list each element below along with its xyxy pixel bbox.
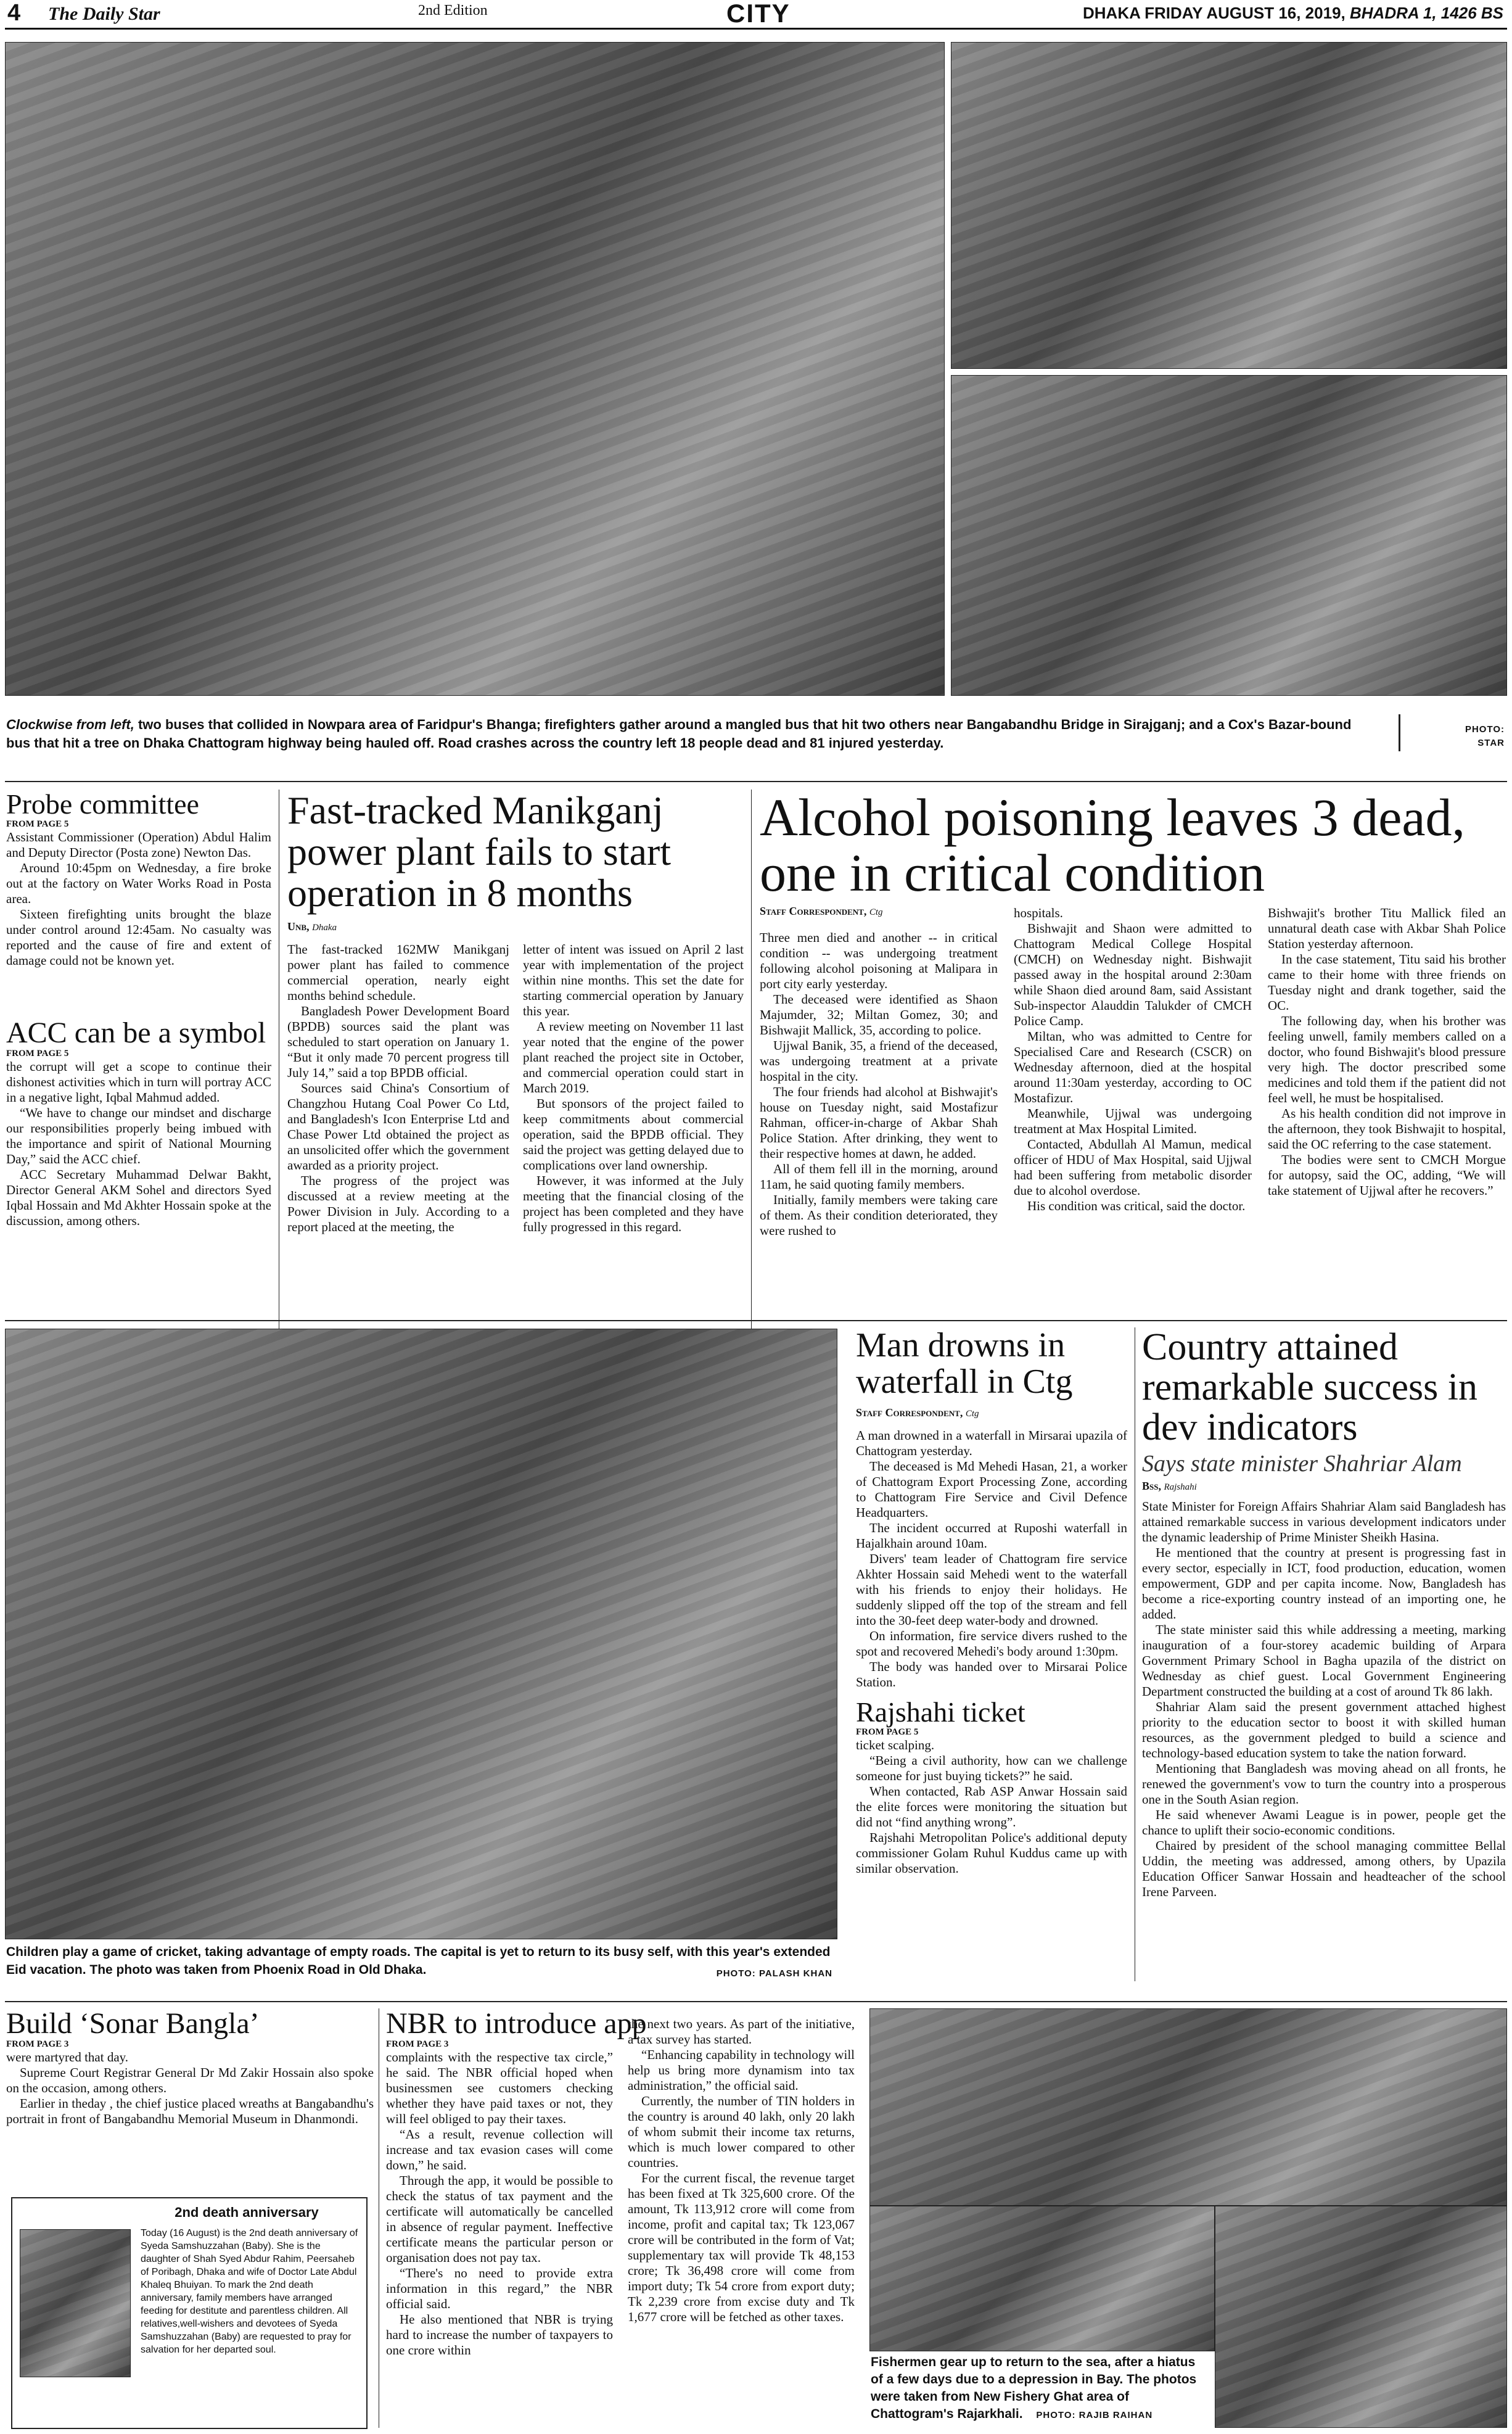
from-page: FROM PAGE 3 bbox=[6, 2039, 69, 2050]
fishing-boats-photo bbox=[869, 2008, 1507, 2206]
from-page: FROM PAGE 5 bbox=[6, 819, 69, 830]
edition: 2nd Edition bbox=[418, 2, 488, 19]
top-photo-credit: PHOTO: STAR bbox=[1465, 724, 1505, 748]
article-column: The fast-tracked 162MW Manikganj power plant has failed to commence commercial operation, nearly eight months behind schedule. Bangladesh Power Development Board (BPDB) sources said the plant was scheduled to start operation on January 1. “But it only made 70 percent progress till July 14,” said a top BPDB official. Sources said China's Consortium of Changzhou Hutang Coal Power Co Ltd, and Bangladesh's Icon Enterprise Ltd and Chase Power Ltd obtained the project as an unsolicited offer which the government awarded as a priority project. The progress of the project was discussed at a review meeting at the Power Division in July. According to a report placed at the meeting, the bbox=[287, 941, 509, 1234]
article-column: the next two years. As part of the initiative, a tax survey has started. “Enhancing capability in technology will help us bring more dynamism into tax administration,” the official said. Currently, the number of TIN holders in the country is around 40 lakh, only 20 lakh of whom submit their income tax returns, which is much lower compared to other countries. For the current fiscal, the revenue target has been fixed at Tk 325,600 crore. Of the amount, Tk 113,912 crore will come from income, profit and capital tax; Tk 123,067 crore will be contributed in the form of Vat; supplementary tax will provide Tk 48,153 crore; Tk 36,498 crore will come from import duty; Tk 54 crore from export duty; Tk 2,239 crore from excise duty and Tk 1,677 crore will be fetched as other taxes. bbox=[628, 2016, 855, 2325]
article-column: letter of intent was issued on April 2 last year with implementation of the project within nine months. This set the date for starting commercial operation by January this year. A review meeting on November 11 last year noted that the engine of the power plant reached the project site in October, and commercial operation could start in March 2019. But sponsors of the project failed to keep commitments about commercial operation, said the BPDB official. They said the project was getting delayed due to complications over land ownership. However, it was informed at the July meeting that the financial closing of the project has been completed and they have fully progressed in this regard. bbox=[523, 941, 744, 1234]
byline: Bss, Rajshahi bbox=[1142, 1480, 1197, 1493]
nbr-app-article bbox=[386, 2008, 855, 2358]
page-number: 4 bbox=[7, 0, 21, 26]
cricket-photo-caption: Children play a game of cricket, taking advantage of empty roads. The capital is yet to return to its busy self, with this year's extended Eid vacation. The photo was taken from Phoenix Road in Old Dhaka. PHOTO: PALASH KHAN bbox=[6, 1945, 832, 1979]
fishery-ghat-photo bbox=[1215, 2206, 1507, 2428]
article-body: State Minister for Foreign Affairs Shahriar Alam said Bangladesh has attained remarkable success in various development indicators under the dynamic leadership of Prime Minister Sheikh Hasina. He mentioned that the country at present is progressing fast in every sector, especially in ICT, food production, education, women empowerment, GDP and per capita income. Now, Bangladesh has become a rice-exporting country instead of an importing one, he added. The state minister said this while addressing a meeting, marking inauguration of a four-storey academic building of Arpara Government Primary School in Bagha upazila of the district on Wednesday as chief guest. Local Government Engineering Department constructed the building at a cost of around Tk 86 lakh. Shahriar Alam said the present government attached highest priority to the education sector to boost it with skilled human resources, as the government pledged to build a science and technology-based education system to take the nation forward. Mentioning that Bangladesh was moving ahead on all fronts, he renewed the government's vow to turn the country into a prosperous one in the South Asian region. He said whenever Awami League is in power, people get the chance to uplift their socio-economic conditions. Chaired by president of the school managing committee Bellal Uddin, the meeting was addressed, among others, by Upazila Education Officer Sanwar Hossain and headteacher of the school Irene Parveen. bbox=[1142, 1499, 1506, 1900]
portrait-photo bbox=[20, 2229, 131, 2377]
dev-indicators-article bbox=[1142, 1327, 1506, 1900]
from-page: FROM PAGE 3 bbox=[386, 2039, 449, 2050]
bus-hauled-photo bbox=[951, 375, 1507, 696]
article-headline: NBR to introduce app bbox=[386, 2007, 647, 2040]
fishing-nets-photo bbox=[869, 2206, 1215, 2351]
death-anniversary-notice bbox=[11, 2197, 368, 2429]
sonar-bangla-article bbox=[6, 2008, 374, 2127]
article-headline: Country attained remarkable success in dev indicators bbox=[1142, 1326, 1477, 1449]
article-headline: ACC can be a symbol bbox=[6, 1017, 266, 1049]
manikganj-article bbox=[287, 790, 744, 1235]
article-column: hospitals. Bishwajit and Shaon were admitted to Chattogram Medical College Hospital (CMCH) on Wednesday night. Bishwajit passed away in the hospital around 2:30am while Shaon died around 8am, said Assistant Sub-inspector Alauddin Talukder of CMCH Police Camp. Miltan, who was admitted to Centre for Specialised Care and Research (CSCR) on Wednesday afternoon, died at the hospital around 11:30am yesterday, according to OC Mostafizur. Meanwhile, Ujjwal was undergoing treatment at Max Hospital Limited. Contacted, Abdullah Al Mamun, medical officer of HDU of Max Hospital, said Ujjwal had been suffering from metabolic disorder due to alcohol overdose. His condition was critical, said the doctor. bbox=[1014, 906, 1252, 1213]
article-headline: Rajshahi ticket bbox=[856, 1696, 1025, 1728]
fishermen-caption: Fishermen gear up to return to the sea, after a hiatus of a few days due to a depression in Bay. The photos were taken from New Fishery Ghat area of Chattogram's Rajarkhali. PHOTO: RAJIB RAIHAN bbox=[871, 2355, 1197, 2421]
article-headline: Probe committee bbox=[6, 788, 199, 820]
newspaper-logo: The Daily Star bbox=[48, 4, 160, 24]
article-headline: Alcohol poisoning leaves 3 dead, one in critical condition bbox=[760, 788, 1466, 903]
notice-title: 2nd death anniversary bbox=[175, 2205, 319, 2220]
dateline: DHAKA FRIDAY AUGUST 16, 2019, BHADRA 1, 1426 BS bbox=[1083, 4, 1503, 22]
byline: Staff Correspondent, Ctg bbox=[856, 1406, 979, 1419]
article-body: were martyred that day. Supreme Court Registrar General Dr Md Zakir Hossain also spoke on the occasion, among others. Earlier in theday , the chief justice placed wreaths at Bangabandhu's portrait in front of Bangabandhu Memorial Museum in Dhanmondi. bbox=[6, 2050, 374, 2127]
article-body: the corrupt will get a scope to continue their dishonest activities which in turn will portray ACC in a negative light, Iqbal Mahmud added. “We have to change our mindset and discharge our responsibilities properly being imbued with the importance and spirit of National Mourning Day,” said the ACC chief. ACC Secretary Muhammad Delwar Bakht, Director General AKM Sohel and directors Syed Iqbal Hossain and Md Akhter Hossain spoke at the discussion, among others. bbox=[6, 1059, 271, 1229]
top-photo-caption: Clockwise from left, two buses that collided in Nowpara area of Faridpur's Bhanga; firefighters gather around a mangled bus that hit two others near Bangabandhu Bridge in Sirajganj; and a Cox's Bazar-bound bus that hit a tree on Dhaka Chattogram highway being hauled off. Road crashes across the country left 18 people dead and 81 injured yesterday. bbox=[6, 717, 1352, 751]
article-headline: Build ‘Sonar Bangla’ bbox=[6, 2007, 260, 2040]
from-page: FROM PAGE 5 bbox=[6, 1049, 69, 1059]
article-body: ticket scalping. “Being a civil authority, how can we challenge someone for just buying tickets?” he said. When contacted, Rab ASP Anwar Hossain said the elite forces were monitoring the situation but did not “find anything wrong”. Rajshahi Metropolitan Police's additional deputy commissioner Golam Ruhul Kuddus came up with similar observation. bbox=[856, 1737, 1127, 1876]
masthead bbox=[5, 0, 1507, 30]
article-headline: Man drowns in waterfall in Ctg bbox=[856, 1326, 1073, 1401]
probe-committee-article bbox=[6, 790, 271, 968]
article-body: Assistant Commissioner (Operation) Abdul Halim and Deputy Director (Posta zone) Newton Das. Around 10:45pm on Wednesday, a fire broke out at the factory on Water Works Road in Posta area. Sixteen firefighting units brought the blaze under control around 12:45am. No casualty was reported and the cause of fire and extent of damage could not be known yet. bbox=[6, 830, 271, 968]
bus-collision-photo bbox=[5, 42, 945, 696]
byline: Unb, Dhaka bbox=[287, 920, 337, 933]
article-body: A man drowned in a waterfall in Mirsarai upazila of Chattogram yesterday. The deceased is Md Mehedi Hasan, 21, a worker of Chattogram Export Processing Zone, according to Chattogram Fire Service and Civil Defence Headquarters. The incident occurred at Ruposhi waterfall in Hajalkhain around 10am. Divers' team leader of Chattogram fire service Akhter Hossain said Mehedi went to the waterfall with his friends to enjoy their holidays. He suddenly slipped off the top of the stream and fell into the 30-feet deep water-body and drowned. On information, fire service divers rushed to the spot and recovered Mehedi's body around 1:30pm. The body was handed over to Mirsarai Police Station. bbox=[856, 1427, 1127, 1689]
article-column: Three men died and another -- in critical condition -- was undergoing treatment following alcohol poisoning at Malipara in port city early yesterday. The deceased were identified as Shaon Majumder, 32; Miltan Gomez, 30; and Bishwajit Mallick, 35, according to police. Ujjwal Banik, 35, a friend of the deceased, was undergoing treatment at a private hospital in the city. The four friends had alcohol at Bishwajit's house on Tuesday night, said Mostafizur Rahman, officer-in-charge of Akbar Shah Police Station. After drinking, they went to their respective homes at dawn, he added. All of them fell ill in the morning, around 11am, he said quoting family members. Initially, family members were taking care of them. As their condition deteriorated, they were rushed to bbox=[760, 930, 998, 1238]
article-subtitle: Says state minister Shahriar Alam bbox=[1142, 1451, 1462, 1477]
acc-symbol-article bbox=[6, 1018, 271, 1229]
notice-text: Today (16 August) is the 2nd death anniversary of Syeda Samshuzzahan (Baby). She is the daughter of Shah Syed Abdur Rahim, Peersaheb of Poribagh, Dhaka and wife of Doctor Late Abdul Khaleq Bhuiyan. To mark the 2nd death anniversary, family members have arranged feeding for destitute and parentless children. All relatives,well-wishers and devotees of Syeda Samshuzzahan (Baby) are requested to pray for salvation for her departed soul. bbox=[141, 2228, 358, 2355]
from-page: FROM PAGE 5 bbox=[856, 1726, 919, 1737]
section-title: CITY bbox=[726, 0, 791, 28]
waterfall-article bbox=[856, 1327, 1127, 1876]
cricket-photo bbox=[5, 1329, 837, 1939]
article-headline: Fast-tracked Manikganj power plant fails to start operation in 8 months bbox=[287, 788, 672, 915]
mangled-bus-photo bbox=[951, 42, 1507, 369]
article-column: Bishwajit's brother Titu Mallick filed an unnatural death case with Akbar Shah Police Station yesterday afternoon. In the case statement, Titu said his brother came to their home with three friends on Tuesday night and drank together, said the OC. The following day, when his brother was feeling unwell, family members called on a doctor, who found Bishwajit's blood pressure very high. The doctor prescribed some medicines and told them if the patient did not feel well, he must be hospitalised. As his health condition did not improve in the afternoon, they took Bishwajit to hospital, said the OC referring to the case statement. The bodies were sent to CMCH Morgue for autopsy, said the OC, adding, “We will take statement of Ujjwal after he recovers.” bbox=[1268, 906, 1506, 1198]
article-column: complaints with the respective tax circle,” he said. The NBR official hoped when businessmen see customers checking whether they have paid taxes or not, they will feel obliged to pay their taxes. “As a result, revenue collection will increase and tax evasion cases will come down,” he said. Through the app, it would be possible to check the status of tax payment and the certificate will automatically be cancelled in absence of regular payment. Ineffective certificate means the particular person or organisation does not pay tax. “There's no need to provide extra information in this regard,” the NBR official said. He also mentioned that NBR is trying hard to increase the number of taxpayers to one crore within bbox=[386, 2050, 613, 2358]
byline: Staff Correspondent, Ctg bbox=[760, 904, 883, 917]
